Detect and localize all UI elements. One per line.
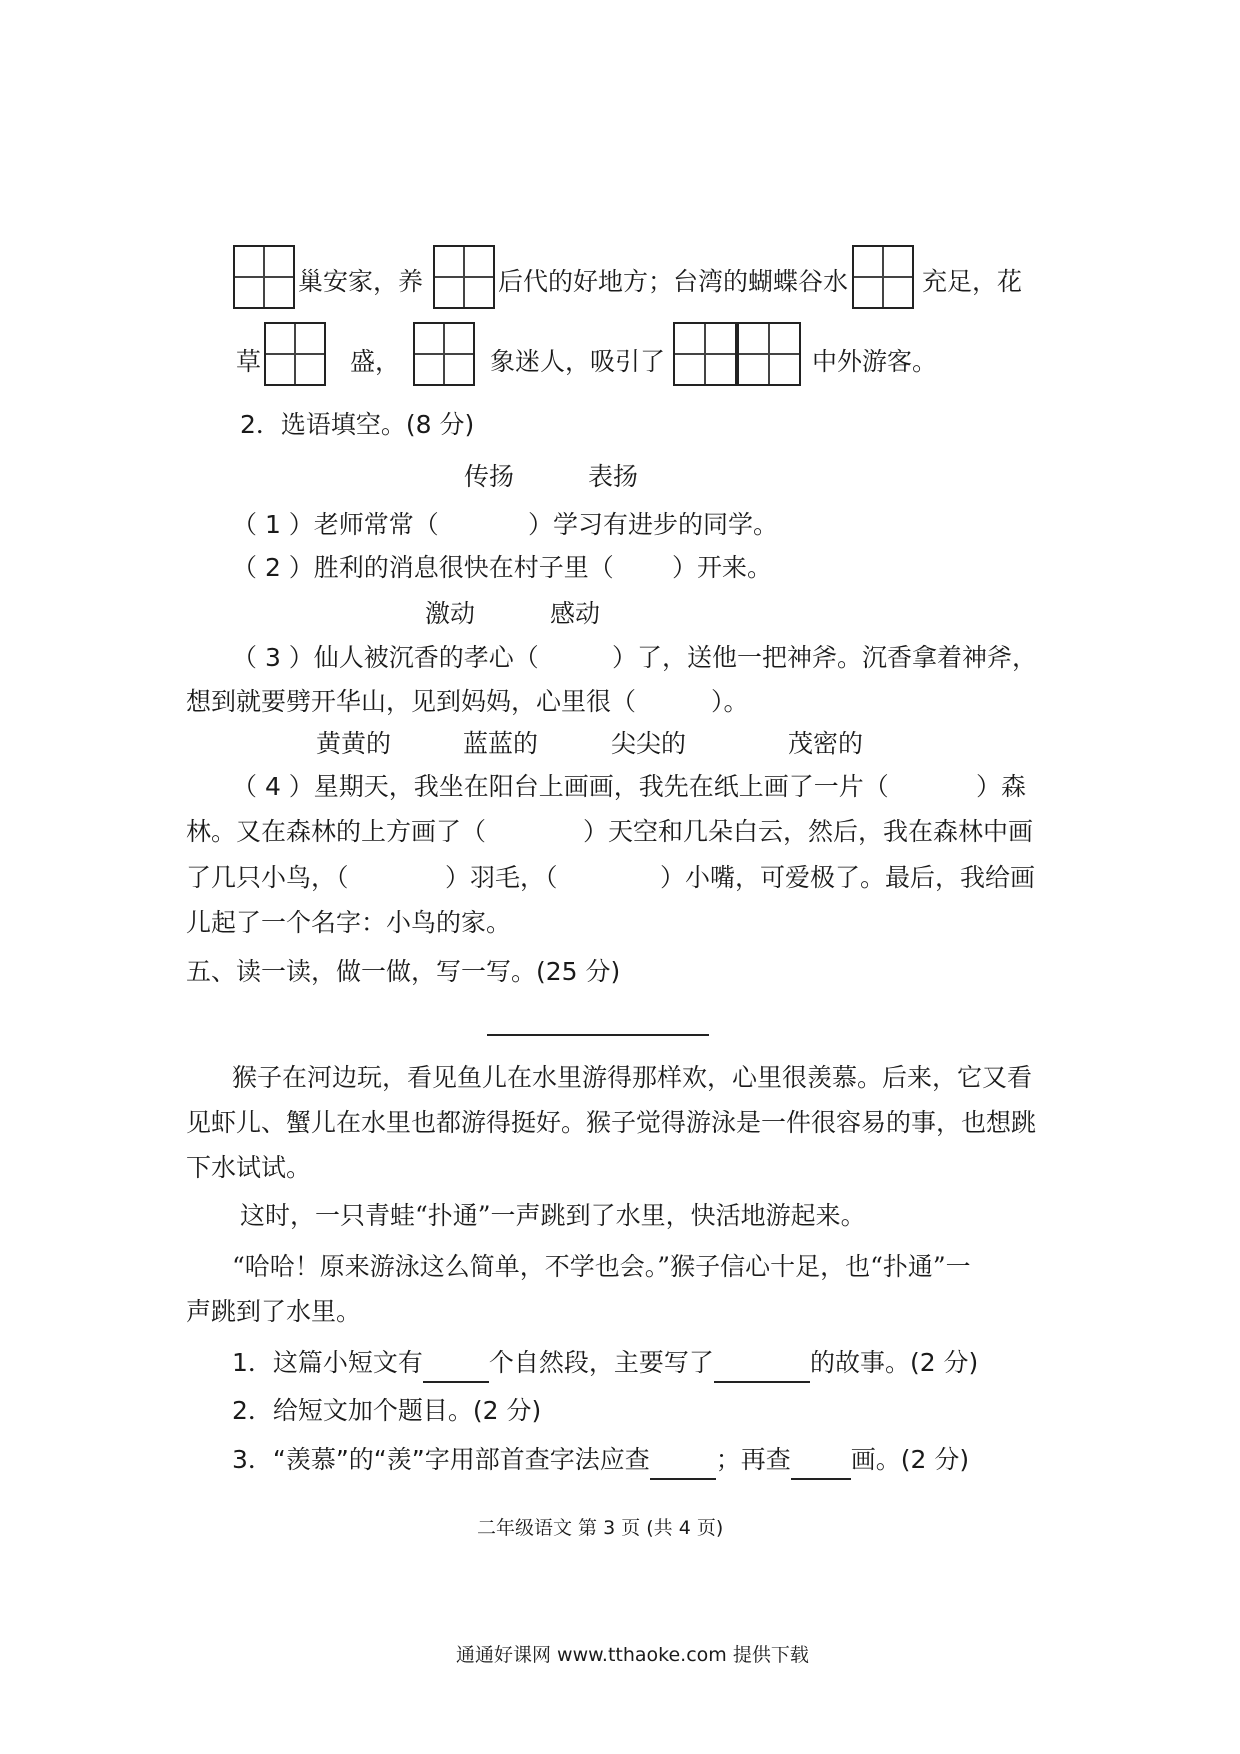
word-option: 感动 xyxy=(550,599,601,628)
text-fragment: 巢安家，养 xyxy=(298,267,424,296)
question-text: ）羽毛，（ xyxy=(445,863,558,892)
title-answer-line[interactable] xyxy=(487,1034,709,1036)
writing-box[interactable] xyxy=(673,322,737,386)
word-option: 传扬 xyxy=(464,462,515,491)
text-fragment: 充足，花 xyxy=(922,267,1023,296)
question-text: 画。(2 分) xyxy=(850,1445,970,1474)
passage-line: 见虾儿、蟹儿在水里也都游得挺好。猴子觉得游泳是一件很容易的事，也想跳 xyxy=(186,1108,1037,1137)
writing-box[interactable] xyxy=(413,322,475,386)
watermark-text: 通通好课网 www.tthaoke.com 提供下载 xyxy=(456,1644,809,1666)
question-text: 想到就要劈开华山，见到妈妈，心里很（ xyxy=(186,687,637,716)
page-footer: 二年级语文 第 3 页 (共 4 页) xyxy=(477,1517,724,1539)
writing-box[interactable] xyxy=(737,322,801,386)
writing-box[interactable] xyxy=(264,322,326,386)
question-text: 个自然段，主要写了 xyxy=(488,1348,714,1377)
question-text: ）森 xyxy=(976,772,1027,801)
word-option: 茂密的 xyxy=(788,729,864,758)
answer-blank[interactable] xyxy=(423,1353,489,1383)
word-option: 尖尖的 xyxy=(611,729,687,758)
answer-blank[interactable] xyxy=(650,1450,716,1480)
question-text: 1．这篇小短文有 xyxy=(232,1348,423,1377)
question-text: ；再查 xyxy=(715,1445,791,1474)
writing-box[interactable] xyxy=(433,245,495,309)
word-option: 表扬 xyxy=(588,462,639,491)
question-text: ）小嘴，可爱极了。最后，我给画 xyxy=(660,863,1036,892)
question-text: （ 1 ）老师常常（ xyxy=(232,510,439,539)
question-text xyxy=(232,1440,969,1480)
passage-line: 这时，一只青蛙“扑通”一声跳到了水里，快活地游起来。 xyxy=(240,1201,866,1230)
question-text: ）学习有进步的同学。 xyxy=(528,510,779,539)
answer-blank[interactable] xyxy=(714,1353,810,1383)
question-text xyxy=(232,1343,978,1383)
question-text: 2．给短文加个题目。(2 分) xyxy=(232,1396,542,1425)
passage-line: 声跳到了水里。 xyxy=(186,1297,362,1326)
text-fragment: 中外游客。 xyxy=(812,347,938,376)
answer-blank[interactable] xyxy=(791,1450,851,1480)
passage-line: “哈哈！原来游泳这么简单，不学也会。”猴子信心十足，也“扑通”一 xyxy=(232,1252,971,1281)
question-text: 3．“羡慕”的“羡”字用部首查字法应查 xyxy=(232,1445,650,1474)
text-fragment: 后代的好地方；台湾的蝴蝶谷水 xyxy=(498,267,849,296)
question-text: （ 2 ）胜利的消息很快在村子里（ xyxy=(232,553,614,582)
question-text: ）天空和几朵白云，然后，我在森林中画 xyxy=(583,817,1034,846)
text-fragment: 草 xyxy=(236,347,262,376)
passage-line: 下水试试。 xyxy=(186,1153,312,1182)
text-fragment: 盛， xyxy=(350,347,401,376)
question-text: （ 4 ）星期天，我坐在阳台上画画，我先在纸上画了一片（ xyxy=(232,772,889,801)
writing-box[interactable] xyxy=(233,245,295,309)
question-text: （ 3 ）仙人被沉香的孝心（ xyxy=(232,643,539,672)
word-option: 激动 xyxy=(425,599,476,628)
question-text: 了几只小鸟，（ xyxy=(186,863,349,892)
section-heading: 2．选语填空。(8 分) xyxy=(240,410,475,439)
question-text: 儿起了一个名字：小鸟的家。 xyxy=(186,908,512,937)
word-option: 蓝蓝的 xyxy=(463,729,539,758)
word-option: 黄黄的 xyxy=(316,729,392,758)
question-text: ）开来。 xyxy=(672,553,773,582)
question-text: ）了，送他一把神斧。沉香拿着神斧， xyxy=(612,643,1038,672)
text-fragment: 象迷人，吸引了 xyxy=(490,347,666,376)
writing-box[interactable] xyxy=(852,245,914,309)
question-text: ）。 xyxy=(711,687,749,716)
question-text: 的故事。(2 分) xyxy=(809,1348,979,1377)
section-heading: 五、读一读，做一做，写一写。(25 分) xyxy=(186,957,621,986)
question-text: 林。又在森林的上方画了（ xyxy=(186,817,487,846)
passage-line: 猴子在河边玩，看见鱼儿在水里游得那样欢，心里很羡慕。后来，它又看 xyxy=(232,1063,1033,1092)
